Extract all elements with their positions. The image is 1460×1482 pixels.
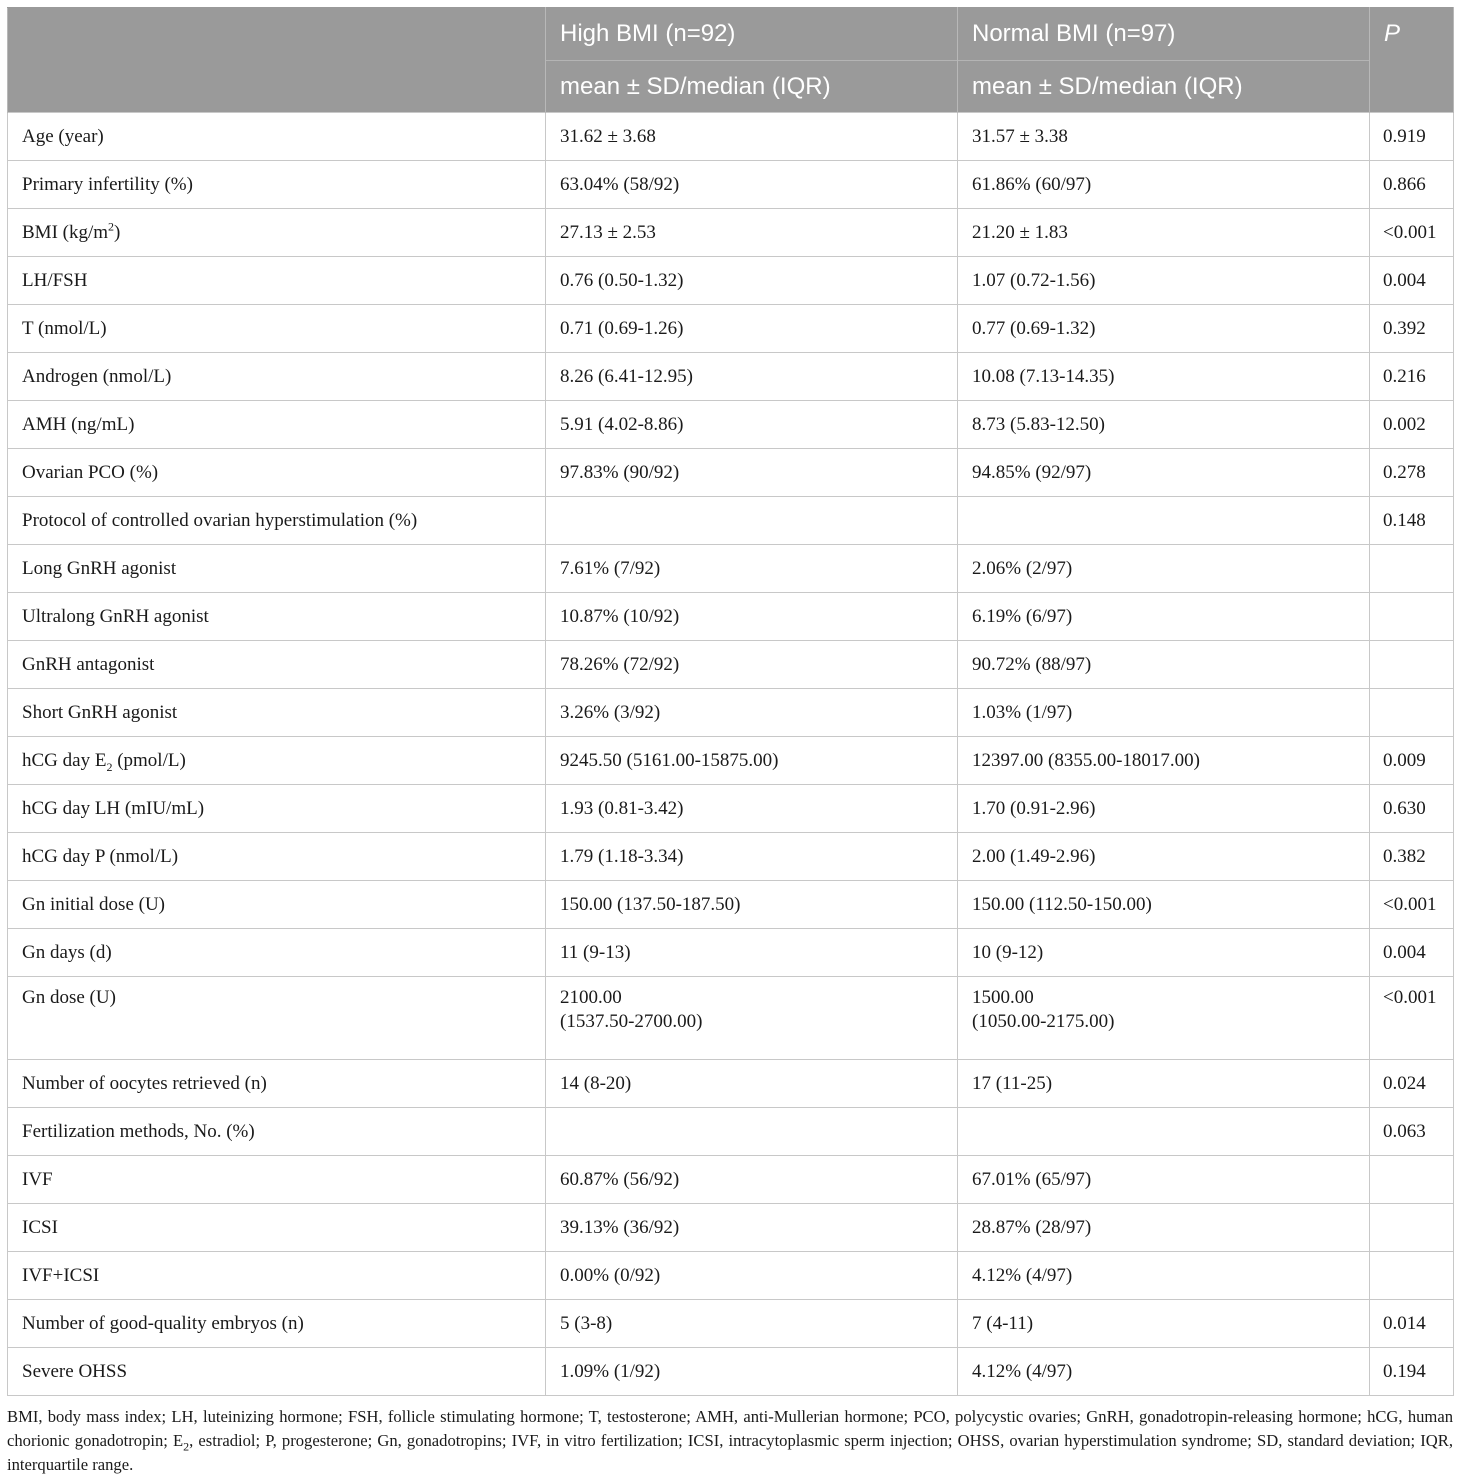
table-row — [8, 353, 1454, 401]
header-empty-cell — [8, 8, 546, 113]
high-bmi-value: 3.26% (3/92) — [546, 689, 958, 737]
normal-bmi-value — [958, 977, 1370, 1060]
row-label: hCG day P (nmol/L) — [8, 833, 546, 881]
row-label: Ovarian PCO (%) — [8, 449, 546, 497]
table-row — [8, 161, 1454, 209]
high-bmi-value: 7.61% (7/92) — [546, 545, 958, 593]
normal-bmi-value: 150.00 (112.50-150.00) — [958, 881, 1370, 929]
p-value: 0.866 — [1370, 161, 1454, 209]
high-bmi-value: 0.00% (0/92) — [546, 1252, 958, 1300]
row-label — [8, 209, 546, 257]
row-label: Primary infertility (%) — [8, 161, 546, 209]
p-value: 0.024 — [1370, 1060, 1454, 1108]
table-row — [8, 689, 1454, 737]
normal-bmi-value: 2.06% (2/97) — [958, 545, 1370, 593]
normal-bmi-value: 28.87% (28/97) — [958, 1204, 1370, 1252]
row-label: Number of good-quality embryos (n) — [8, 1300, 546, 1348]
header-p-value: P — [1370, 8, 1454, 113]
normal-bmi-value: 10.08 (7.13-14.35) — [958, 353, 1370, 401]
normal-bmi-value: 0.77 (0.69-1.32) — [958, 305, 1370, 353]
p-value: <0.001 — [1370, 881, 1454, 929]
value-line: 1500.00 — [972, 987, 1034, 1008]
row-label: Short GnRH agonist — [8, 689, 546, 737]
p-value — [1370, 1252, 1454, 1300]
table-row — [8, 1348, 1454, 1396]
normal-bmi-value — [958, 1108, 1370, 1156]
p-value: <0.001 — [1370, 977, 1454, 1060]
row-label: IVF+ICSI — [8, 1252, 546, 1300]
normal-bmi-value: 67.01% (65/97) — [958, 1156, 1370, 1204]
p-value: 0.009 — [1370, 737, 1454, 785]
high-bmi-value: 5 (3-8) — [546, 1300, 958, 1348]
table-row — [8, 593, 1454, 641]
normal-bmi-value: 1.70 (0.91-2.96) — [958, 785, 1370, 833]
results-table — [7, 7, 1454, 1396]
table-row — [8, 641, 1454, 689]
high-bmi-value: 78.26% (72/92) — [546, 641, 958, 689]
footnote-text: , estradiol; P, progesterone; Gn, gonadotropins; IVF, in vitro fertilization; ICSI, intracytoplasmic sperm injection; OHSS, ovarian hyperstimulation syndrome; SD, standard deviation; IQR, interquartile range. — [7, 1431, 1453, 1474]
normal-bmi-value: 2.00 (1.49-2.96) — [958, 833, 1370, 881]
row-label: Protocol of controlled ovarian hyperstimulation (%) — [8, 497, 546, 545]
normal-bmi-value — [958, 497, 1370, 545]
normal-bmi-value: 12397.00 (8355.00-18017.00) — [958, 737, 1370, 785]
normal-bmi-value: 61.86% (60/97) — [958, 161, 1370, 209]
row-label: Gn days (d) — [8, 929, 546, 977]
row-label-text: (pmol/L) — [112, 749, 186, 771]
high-bmi-value: 63.04% (58/92) — [546, 161, 958, 209]
p-value — [1370, 1204, 1454, 1252]
p-value — [1370, 545, 1454, 593]
table-row — [8, 929, 1454, 977]
high-bmi-value: 5.91 (4.02-8.86) — [546, 401, 958, 449]
p-value: 0.063 — [1370, 1108, 1454, 1156]
row-label: ICSI — [8, 1204, 546, 1252]
p-value — [1370, 593, 1454, 641]
table-row — [8, 1060, 1454, 1108]
row-label: AMH (ng/mL) — [8, 401, 546, 449]
table-row — [8, 881, 1454, 929]
p-value: <0.001 — [1370, 209, 1454, 257]
table-row — [8, 401, 1454, 449]
row-label: Number of oocytes retrieved (n) — [8, 1060, 546, 1108]
row-label: Severe OHSS — [8, 1348, 546, 1396]
normal-bmi-value: 4.12% (4/97) — [958, 1252, 1370, 1300]
header-normal-stat: mean ± SD/median (IQR) — [958, 61, 1370, 113]
table-row — [8, 1156, 1454, 1204]
row-label-text: ) — [114, 221, 121, 243]
table-row — [8, 1252, 1454, 1300]
header-high-bmi: High BMI (n=92) — [546, 8, 958, 61]
row-label: T (nmol/L) — [8, 305, 546, 353]
high-bmi-value: 60.87% (56/92) — [546, 1156, 958, 1204]
high-bmi-value: 39.13% (36/92) — [546, 1204, 958, 1252]
row-label-text: BMI (kg/m — [22, 221, 109, 243]
table-row — [8, 833, 1454, 881]
value-line: 2100.00 — [560, 987, 622, 1008]
p-value — [1370, 1156, 1454, 1204]
value-line: (1050.00-2175.00) — [972, 1011, 1115, 1032]
high-bmi-value: 9245.50 (5161.00-15875.00) — [546, 737, 958, 785]
high-bmi-value: 97.83% (90/92) — [546, 449, 958, 497]
p-value: 0.148 — [1370, 497, 1454, 545]
high-bmi-value: 1.93 (0.81-3.42) — [546, 785, 958, 833]
high-bmi-value: 0.71 (0.69-1.26) — [546, 305, 958, 353]
p-value: 0.002 — [1370, 401, 1454, 449]
table-row — [8, 257, 1454, 305]
high-bmi-value: 31.62 ± 3.68 — [546, 113, 958, 161]
table-footnote — [7, 1405, 1453, 1477]
row-label: Ultralong GnRH agonist — [8, 593, 546, 641]
row-label: Fertilization methods, No. (%) — [8, 1108, 546, 1156]
high-bmi-value: 150.00 (137.50-187.50) — [546, 881, 958, 929]
high-bmi-value: 27.13 ± 2.53 — [546, 209, 958, 257]
header-high-stat: mean ± SD/median (IQR) — [546, 61, 958, 113]
row-label: GnRH antagonist — [8, 641, 546, 689]
high-bmi-value: 11 (9-13) — [546, 929, 958, 977]
high-bmi-value — [546, 1108, 958, 1156]
row-label: Age (year) — [8, 113, 546, 161]
high-bmi-value — [546, 977, 958, 1060]
normal-bmi-value: 94.85% (92/97) — [958, 449, 1370, 497]
p-value: 0.004 — [1370, 929, 1454, 977]
table-row — [8, 209, 1454, 257]
table-row — [8, 449, 1454, 497]
row-label: Androgen (nmol/L) — [8, 353, 546, 401]
row-label: hCG day LH (mIU/mL) — [8, 785, 546, 833]
row-label-text: hCG day E — [22, 749, 107, 771]
table-row — [8, 545, 1454, 593]
normal-bmi-value: 7 (4-11) — [958, 1300, 1370, 1348]
header-row-groups — [8, 8, 1454, 61]
table-row — [8, 113, 1454, 161]
row-label: IVF — [8, 1156, 546, 1204]
high-bmi-value: 8.26 (6.41-12.95) — [546, 353, 958, 401]
p-value: 0.919 — [1370, 113, 1454, 161]
normal-bmi-value: 17 (11-25) — [958, 1060, 1370, 1108]
p-value — [1370, 641, 1454, 689]
row-label: Long GnRH agonist — [8, 545, 546, 593]
footnote-text: BMI, body mass index; LH, luteinizing hormone; FSH, follicle stimulating hormone; T, testosterone; AMH, anti-Mullerian hormone; PCO, polycystic ovaries; GnRH, gonadotropin-releasing hormone; hCG, human chorionic gonadotropin; E — [7, 1407, 1453, 1450]
p-value: 0.004 — [1370, 257, 1454, 305]
table-row — [8, 1204, 1454, 1252]
table-row — [8, 305, 1454, 353]
normal-bmi-value: 8.73 (5.83-12.50) — [958, 401, 1370, 449]
normal-bmi-value: 21.20 ± 1.83 — [958, 209, 1370, 257]
high-bmi-value: 14 (8-20) — [546, 1060, 958, 1108]
normal-bmi-value: 31.57 ± 3.38 — [958, 113, 1370, 161]
table-row — [8, 497, 1454, 545]
superscript: 2 — [108, 219, 115, 234]
normal-bmi-value: 10 (9-12) — [958, 929, 1370, 977]
p-value: 0.630 — [1370, 785, 1454, 833]
table-row — [8, 737, 1454, 785]
high-bmi-value: 0.76 (0.50-1.32) — [546, 257, 958, 305]
subscript: 2 — [106, 759, 113, 774]
table-row — [8, 1108, 1454, 1156]
high-bmi-value: 10.87% (10/92) — [546, 593, 958, 641]
subscript: 2 — [183, 1439, 190, 1454]
normal-bmi-value: 1.07 (0.72-1.56) — [958, 257, 1370, 305]
normal-bmi-value: 4.12% (4/97) — [958, 1348, 1370, 1396]
row-label — [8, 737, 546, 785]
normal-bmi-value: 1.03% (1/97) — [958, 689, 1370, 737]
row-label: Gn dose (U) — [8, 977, 546, 1060]
p-value: 0.278 — [1370, 449, 1454, 497]
normal-bmi-value: 90.72% (88/97) — [958, 641, 1370, 689]
p-value: 0.194 — [1370, 1348, 1454, 1396]
p-value — [1370, 689, 1454, 737]
high-bmi-value: 1.09% (1/92) — [546, 1348, 958, 1396]
high-bmi-value — [546, 497, 958, 545]
p-value: 0.216 — [1370, 353, 1454, 401]
header-normal-bmi: Normal BMI (n=97) — [958, 8, 1370, 61]
p-value: 0.392 — [1370, 305, 1454, 353]
high-bmi-value: 1.79 (1.18-3.34) — [546, 833, 958, 881]
row-label: LH/FSH — [8, 257, 546, 305]
value-line: (1537.50-2700.00) — [560, 1011, 703, 1032]
table-container — [7, 7, 1453, 1396]
table-row — [8, 1300, 1454, 1348]
row-label: Gn initial dose (U) — [8, 881, 546, 929]
table-row — [8, 785, 1454, 833]
p-value: 0.014 — [1370, 1300, 1454, 1348]
normal-bmi-value: 6.19% (6/97) — [958, 593, 1370, 641]
table-row — [8, 977, 1454, 1060]
p-value: 0.382 — [1370, 833, 1454, 881]
